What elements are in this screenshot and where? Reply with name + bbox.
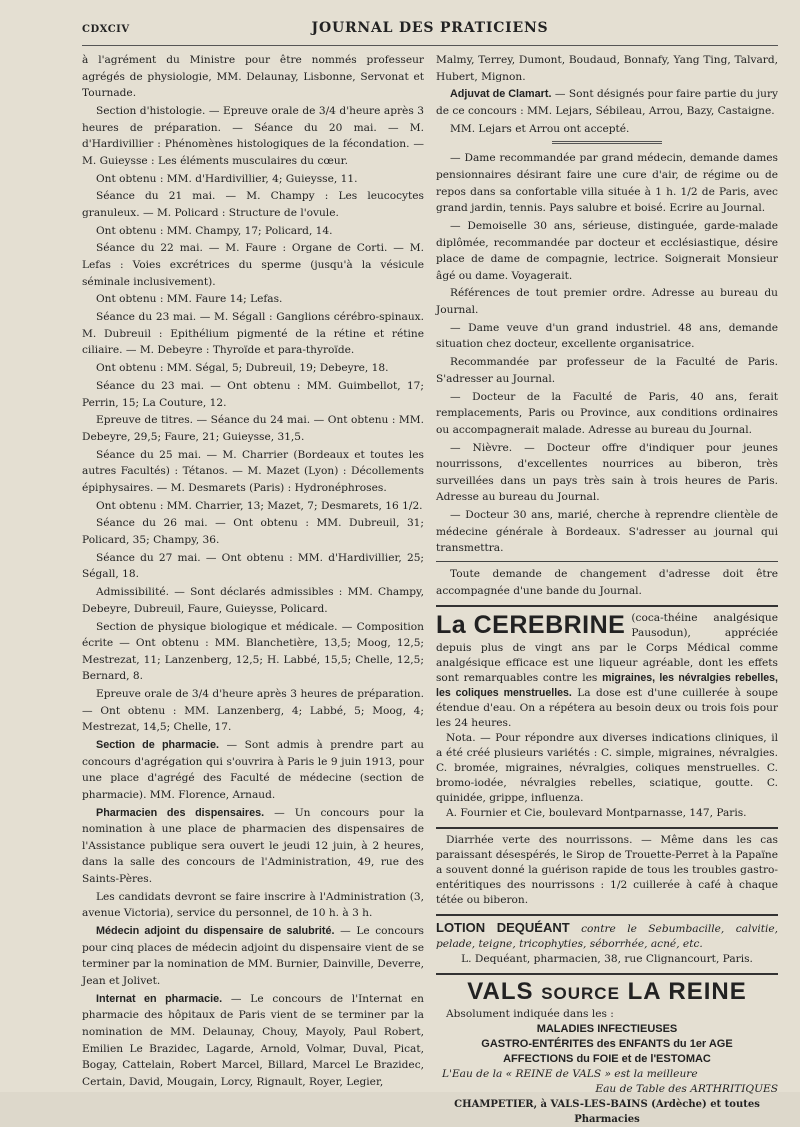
paragraph: [82, 619, 424, 685]
paragraph: [436, 389, 778, 439]
paragraph-text: Séance du 27 mai. — Ont obtenu : MM. d'Hardivillier, 25; Ségall, 18.: [82, 551, 424, 581]
address-notice: Toute demande de changement d'adresse doit être accompagnée d'une bande du Journal.: [436, 567, 778, 597]
paragraph: [82, 923, 424, 989]
paragraph-text: — Sont désignés pour faire partie du jury de ce concours : MM. Lejars, Sébileau, Arrou, Bazy, Castaigne.: [436, 88, 778, 117]
vals-line4: AFFECTIONS du FOIE et de l'ESTOMAC: [503, 1053, 711, 1066]
paragraph-text: Epreuve de titres. — Séance du 24 mai. — Ont obtenu : MM. Debeyre, 29,5; Faure, 21; Guieysse, 31,5.: [82, 414, 424, 443]
paragraph-text: Séance du 25 mai. — M. Charrier (Bordeaux et toutes les autres Facultés) : Tétanos. — M. Mazet (Lyon) : Décollements épiphysaires. — M. Desmarets (Paris) : Hydronéphroses.: [82, 448, 424, 494]
paragraph-text: Séance du 23 mai. — M. Ségall : Ganglions cérébro-spinaux. M. Dubreuil : Epithélium pigmenté de la rétine et rétine ciliaire. — M. Debeyre : Thyroïde et para-thyroïde.: [82, 311, 424, 357]
cerebrine-indications: migraines, les névralgies rebelles, les coliques menstruelles.: [436, 672, 778, 700]
paragraph-text: Séance du 21 mai. — M. Champy : Les leucocytes granuleux. — M. Policard : Structure de l'ovule.: [82, 190, 424, 219]
paragraph-text: Section de physique biologique et médicale. — Composition écrite — Ont obtenu : MM. Blanchetière, 13,5; Moog, 12,5; Mestrezat, 11; Lanzenberg, 12,5; H. Labbé, 15,5; Chelle, 12,5; Bernard, 8.: [82, 620, 424, 683]
paragraph: [436, 86, 778, 119]
paragraph-text: Références de tout premier ordre. Adresse au bureau du Journal.: [436, 287, 778, 317]
paragraph: [82, 889, 424, 922]
two-columns: [82, 52, 778, 1127]
paragraph-text: — Dame veuve d'un grand industriel. 48 ans, demande situation chez docteur, excellente organisatrice.: [436, 321, 778, 351]
vals-title: [436, 979, 778, 1007]
page-header: [82, 20, 778, 46]
paragraph-text: — Nièvre. — Docteur offre d'indiquer pour jeunes nourrissons, d'excellentes nourrices au biberon, très surveillées dans un pays très sain à trois heures de Paris. Adresse au bureau du Journal.: [436, 441, 778, 504]
paragraph-text: — Dame recommandée par grand médecin, demande dames pensionnaires désirant faire une cure d'air, de régime ou de repos dans sa confortable villa située à 1 h. 1/2 de Paris, avec grand jardin, tennis. Pays salubre et boisé. Ecrire au Journal.: [436, 152, 778, 215]
paragraph: [82, 223, 424, 240]
paragraph: [436, 218, 778, 284]
paragraph-text: Ont obtenu : MM. Champy, 17; Policard, 14.: [96, 224, 333, 237]
classified-ads: [436, 150, 778, 557]
paragraph-text: — Demoiselle 30 ans, sérieuse, distinguée, garde-malade diplômée, recommandée par docteur et ecclésiastique, désire place de dame de compagnie, lectrice. Soignerait Monsieur âgé ou dame. Voyagerait.: [436, 219, 778, 282]
paragraph-text: — Un concours pour la nomination à une place de pharmacien des dispensaires de l'Assistance publique sera ouvert le jeudi 12 juin, à 2 heures, dans la salle des concours de l'Administration, 49, rue des Saints-Pères.: [82, 806, 424, 886]
paragraph: [436, 507, 778, 557]
paragraph: [82, 188, 424, 221]
vals-title-a: VALS: [467, 978, 534, 1006]
paragraph: [82, 447, 424, 497]
lotion-text: contre le Sebumbacille, calvitie, pelade, teigne, tricophyties, séborrhée, acné, etc.: [436, 923, 778, 951]
paragraph: [82, 412, 424, 445]
vals-title-c: LA REINE: [627, 978, 747, 1006]
vals-line2: MALADIES INFECTIEUSES: [536, 1023, 678, 1036]
cerebrine-nota: Nota. — Pour répondre aux diverses indications cliniques, il a été créé plusieurs variétés : C. simple, migraines, névralgies. C. bromée, migraines, névralgies, coliques menstruelles. C. bromo-iodée, névralgies rebelles, sciatique, goutte. C. quinidée, grippe, influenza.: [436, 732, 778, 805]
section-heading: Médecin adjoint du dispensaire de salubrité.: [96, 925, 335, 938]
vals-line7: CHAMPETIER, à VALS-LES-BAINS (Ardèche) et toutes Pharmacies: [454, 1099, 760, 1126]
paragraph: [82, 498, 424, 515]
rule-thick: [436, 605, 778, 607]
cerebrine-body: La dose est d'une cuillerée à soupe étendue d'eau. On a répétera au besoin deux ou trois fois pour les 24 heures.: [436, 687, 778, 730]
vals-line3: GASTRO-ENTÉRITES des ENFANTS du 1er AGE: [481, 1038, 733, 1051]
lotion-ad: [436, 920, 778, 967]
page-number: CDXCIV: [82, 24, 130, 35]
paragraph: [436, 320, 778, 353]
cerebrine-title: La CEREBRINE: [436, 611, 626, 640]
paragraph-text: Séance du 22 mai. — M. Faure : Organe de Corti. — M. Lefas : Voies excrétrices du sperme (jusqu'à la vésicule séminale inclusivement).: [82, 242, 424, 288]
paragraph: [82, 991, 424, 1091]
paragraph-text: Section d'histologie. — Epreuve orale de 3/4 d'heure après 3 heures de préparation. — Séance du 20 mai. — M. d'Hardivillier : Phénomènes histologiques de la fécondation. — M. Guieysse : Les éléments musculaires du cœur.: [82, 104, 424, 167]
journal-title: JOURNAL DES PRATICIENS: [311, 20, 549, 36]
paragraph: [82, 686, 424, 736]
paragraph-text: — Sont admis à prendre part au concours d'agrégation qui s'ouvrira à Paris le 9 juin 1913, pour une place d'agrégé des Faculté de médecine (section de pharmacie). MM. Florence, Arnaud.: [82, 739, 424, 801]
paragraph: [82, 515, 424, 548]
paragraph-text: — Le concours pour cinq places de médecin adjoint du dispensaire vient de se terminer par la nomination de MM. Burnier, Dainville, Deverre, Jean et Jolivet.: [82, 925, 424, 987]
paragraph-text: Ont obtenu : MM. Ségal, 5; Dubreuil, 19; Debeyre, 18.: [96, 362, 389, 375]
paragraph: [82, 584, 424, 617]
section-heading: Internat en pharmacie.: [96, 992, 223, 1005]
right-news: [436, 52, 778, 137]
paragraph: [82, 378, 424, 411]
paragraph: [82, 805, 424, 888]
section-heading: Adjuvat de Clamart.: [450, 88, 552, 101]
paragraph-text: Admissibilité. — Sont déclarés admissibles : MM. Champy, Debeyre, Dubreuil, Faure, Guieysse, Policard.: [82, 586, 424, 615]
paragraph: [82, 240, 424, 290]
rule-thick: [436, 827, 778, 829]
vals-line6: Eau de Table des ARTHRITIQUES: [595, 1083, 778, 1096]
paragraph: [82, 309, 424, 359]
paragraph-text: Séance du 26 mai. — Ont obtenu : MM. Dubreuil, 31; Policard, 35; Champy, 36.: [82, 517, 424, 547]
paragraph: [436, 354, 778, 387]
paragraph-text: à l'agrément du Ministre pour être nommés professeur agrégés de physiologie, MM. Delaunay, Lisbonne, Servonat et Tournade.: [82, 54, 424, 100]
paragraph: [82, 291, 424, 308]
paragraph: [436, 150, 778, 216]
paragraph: [82, 103, 424, 169]
rule: [436, 561, 778, 562]
paragraph: [82, 171, 424, 188]
section-heading: Pharmacien des dispensaires.: [96, 806, 265, 819]
section-heading: Section de pharmacie.: [96, 739, 219, 752]
lotion-address: L. Dequéant, pharmacien, 38, rue Clignancourt, Paris.: [461, 953, 753, 966]
paragraph: [82, 550, 424, 583]
paragraph: [436, 121, 778, 138]
lotion-title: LOTION DEQUÉANT: [436, 920, 570, 936]
paragraph: [82, 360, 424, 377]
paragraph: [436, 440, 778, 506]
paragraph-text: — Docteur de la Faculté de Paris, 40 ans, ferait remplacements, Paris ou Province, aux conditions ordinaires ou accompagnerait malade. Adresse au bureau du Journal.: [436, 390, 778, 436]
right-column: [436, 52, 778, 1127]
paragraph: [82, 737, 424, 803]
cerebrine-address: A. Fournier et Cie, boulevard Montparnasse, 147, Paris.: [446, 807, 747, 820]
paragraph-text: Les candidats devront se faire inscrire à l'Administration (3, avenue Victoria), service du personnel, de 10 h. à 3 h.: [82, 890, 424, 920]
paragraph-text: Malmy, Terrey, Dumont, Boudaud, Bonnafy, Yang Ting, Talvard, Hubert, Mignon.: [436, 54, 778, 83]
paragraph-text: Epreuve orale de 3/4 d'heure après 3 heures de préparation. — Ont obtenu : MM. Lanzenberg, 4; Labbé, 5; Moog, 4; Mestrezat, 14,5; Chelle, 17.: [82, 688, 424, 734]
paragraph-text: Ont obtenu : MM. Faure 14; Lefas.: [96, 293, 283, 306]
cerebrine-ad: [436, 611, 778, 821]
paragraph-text: Recommandée par professeur de la Faculté de Paris. S'adresser au Journal.: [436, 356, 778, 385]
rule-thick: [436, 914, 778, 916]
diarrhee-ad: Diarrhée verte des nourrissons. — Même dans les cas paraissant désespérés, le Sirop de Trouette-Perret à la Papaïne a souvent donné la guérison rapide de tous les troubles gastro-entéritiques des nourrissons : 1/2 cuillerée à café à chaque tétée ou biberon.: [436, 834, 778, 907]
vals-line1: Absolument indiquée dans les :: [446, 1008, 614, 1021]
paragraph-text: Ont obtenu : MM. d'Hardivillier, 4; Guieysse, 11.: [96, 172, 358, 185]
rule-thick: [436, 973, 778, 975]
cerebrine-lead: (coca-théine analgésique Pausodun), appréciée depuis plus de vingt ans par le Corps Médical comme analgésique efficace est une liqueur agréable, dont les effets sont remarquables contre les: [436, 612, 778, 685]
paragraph-text: Séance du 23 mai. — Ont obtenu : MM. Guimbellot, 17; Perrin, 15; La Couture, 12.: [82, 379, 424, 409]
paragraph: [436, 285, 778, 318]
vals-line5: L'Eau de la « REINE de VALS » est la meilleure: [442, 1068, 698, 1081]
paragraph: [82, 52, 424, 102]
paragraph: [436, 52, 778, 85]
vals-title-b: SOURCE: [541, 984, 620, 1004]
paragraph-text: — Docteur 30 ans, marié, cherche à reprendre clientèle de médecine générale à Bordeaux. S'adresser au journal qui transmettra.: [436, 509, 778, 555]
separator: [552, 141, 662, 144]
vals-ad: [436, 979, 778, 1127]
left-column: [82, 52, 424, 1127]
paragraph-text: MM. Lejars et Arrou ont accepté.: [450, 122, 630, 135]
paragraph-text: — Le concours de l'Internat en pharmacie des hôpitaux de Paris vient de se terminer par la nomination de MM. Delaunay, Chouy, Mayoly, Paul Robert, Emilien Le Brazidec, Lagarde, Arnold, Volmar, Duval, Picat, Bogay, Cattelain, Robert Marcel, Billard, Marcel Le Brazidec, Certain, David, Mougain, Lorcy, Rignault, Royer, Legier,: [82, 992, 425, 1088]
paragraph-text: Ont obtenu : MM. Charrier, 13; Mazet, 7; Desmarets, 16 1/2.: [96, 499, 423, 512]
